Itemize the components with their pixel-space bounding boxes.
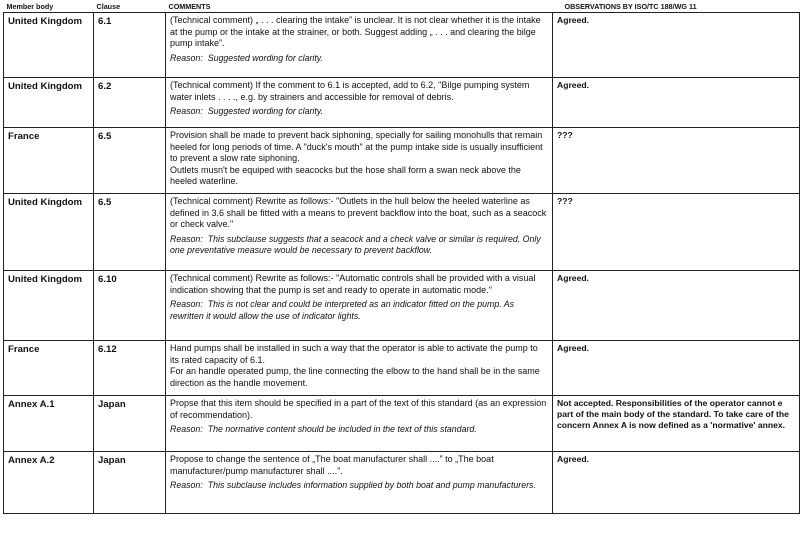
- reason-label: Reason:: [170, 106, 203, 117]
- reason-label: Reason:: [170, 424, 203, 435]
- table-row: [4, 128, 800, 194]
- reason-label: Reason:: [170, 299, 203, 310]
- comment-text: (Technical comment) Rewrite as follows:- "Outlets in the hull below the heeled waterline as defined in 3.6 shall be fitted with a means to prevent backflow into the boat, such as a seacock or check valve.": [170, 196, 547, 230]
- reason-value: This is not clear and could be interpreted as an indicator fitted on the pump. As rewritten it would allow the use of indicator lights.: [170, 299, 515, 321]
- reason-label: Reason:: [170, 480, 203, 491]
- reason-text: [170, 234, 548, 257]
- observation-cell: Agreed.: [553, 341, 800, 396]
- observation-cell: ???: [553, 194, 800, 271]
- comment-text: (Technical comment) If the comment to 6.1 is accepted, add to 6.2, "Bilge pumping system water inlets . . . ., e.g. by strainers and accessible for removal of debris.: [170, 80, 530, 102]
- table-row: [4, 452, 800, 514]
- clause-cell: Japan: [94, 452, 166, 514]
- comment-text: (Technical comment) „ . . . clearing the intake” is unclear. It is not clear whether it is the intake at the pump or the intake at the strainer, or both. Suggest adding „ . . . and clearing the bilge pump intake”.: [170, 15, 541, 49]
- member-body-cell: United Kingdom: [4, 78, 94, 128]
- comment-text: Provision shall be made to prevent back siphoning, specially for sailing monohulls that remain heeled for long periods of time. A "duck's mouth" at the pump intake side is usually insufficient to prevent a slow rate siphoning.: [170, 130, 543, 164]
- reason-value: Suggested wording for clarity.: [207, 52, 323, 63]
- member-body-cell: United Kingdom: [4, 194, 94, 271]
- comment-text: Propse that this item should be specified in a part of the text of this standard (as an expression of recommendation).: [170, 398, 547, 420]
- comments-table: [3, 3, 800, 514]
- header-row: [4, 3, 800, 13]
- reason-text: [170, 106, 548, 118]
- reason-text: [170, 299, 548, 322]
- comment-text: Propose to change the sentence of „The boat manufacturer shall ....” to „The boat manufacturer/pump manufacturer shall ....”.: [170, 454, 494, 476]
- reason-label: Reason:: [170, 233, 203, 244]
- header-comments: COMMENTS: [168, 2, 211, 11]
- reason-value: This subclause suggests that a seacock and a check valve or similar is required. Only one preventative measure would be necessary to prevent backflow.: [170, 233, 541, 256]
- reason-label: Reason:: [170, 52, 203, 63]
- reason-text: [170, 480, 548, 492]
- observation-cell: ???: [553, 128, 800, 194]
- clause-cell: 6.2: [94, 78, 166, 128]
- comment-cell: [166, 452, 553, 514]
- observation-cell: Agreed.: [553, 452, 800, 514]
- clause-cell: 6.10: [94, 271, 166, 341]
- clause-cell: 6.5: [94, 194, 166, 271]
- comment-text-2: Outlets musn't be equiped with seacocks but the hose shall form a swan neck above the heeled waterline.: [170, 164, 521, 187]
- comment-cell: [166, 78, 553, 128]
- table-row: [4, 271, 800, 341]
- clause-cell: 6.1: [94, 13, 166, 78]
- comment-cell: [166, 271, 553, 341]
- table-row: [4, 396, 800, 452]
- header-clause: Clause: [96, 2, 121, 11]
- table-row: [4, 194, 800, 271]
- comment-cell: [166, 13, 553, 78]
- member-body-cell: Annex A.2: [4, 452, 94, 514]
- member-body-cell: United Kingdom: [4, 13, 94, 78]
- header-observations: OBSERVATIONS BY ISO/TC 188/WG 11: [564, 2, 697, 11]
- clause-cell: 6.5: [94, 128, 166, 194]
- comment-cell: [166, 396, 553, 452]
- observation-cell: Agreed.: [553, 13, 800, 78]
- reason-value: This subclause includes information supplied by both boat and pump manufacturers.: [207, 480, 536, 491]
- reason-value: Suggested wording for clarity.: [207, 106, 323, 117]
- table-row: [4, 78, 800, 128]
- comment-text: Hand pumps shall be installed in such a way that the operator is able to activate the pump to its rated capacity of 6.1.: [170, 343, 538, 365]
- reason-text: [170, 424, 548, 436]
- table-row: [4, 13, 800, 78]
- header-member-body: Member body: [6, 2, 54, 11]
- observation-cell: Agreed.: [553, 78, 800, 128]
- comment-cell: [166, 128, 553, 194]
- table-body: [4, 13, 800, 514]
- member-body-cell: France: [4, 128, 94, 194]
- reason-value: The normative content should be included in the text of this standard.: [207, 424, 477, 435]
- comment-text-2: For an handle operated pump, the line connecting the elbow to the hand shall be in the same direction as the handle movement.: [170, 366, 540, 388]
- comment-cell: [166, 194, 553, 271]
- clause-cell: 6.12: [94, 341, 166, 396]
- member-body-cell: France: [4, 341, 94, 396]
- table-row: [4, 341, 800, 396]
- member-body-cell: Annex A.1: [4, 396, 94, 452]
- comment-cell: [166, 341, 553, 396]
- comment-text: (Technical comment) Rewrite as follows:- "Automatic controls shall be provided with a visual indication showing that the pump is set and ready to operate in automatic mode.": [170, 273, 536, 295]
- clause-cell: Japan: [94, 396, 166, 452]
- member-body-cell: United Kingdom: [4, 271, 94, 341]
- observation-cell: Agreed.: [553, 271, 800, 341]
- observation-cell: Not accepted. Responsibilities of the operator cannot e part of the main body of the standard. To take care of the concern Annex A is now defined as a 'normative' annex.: [553, 396, 800, 452]
- reason-text: [170, 53, 548, 65]
